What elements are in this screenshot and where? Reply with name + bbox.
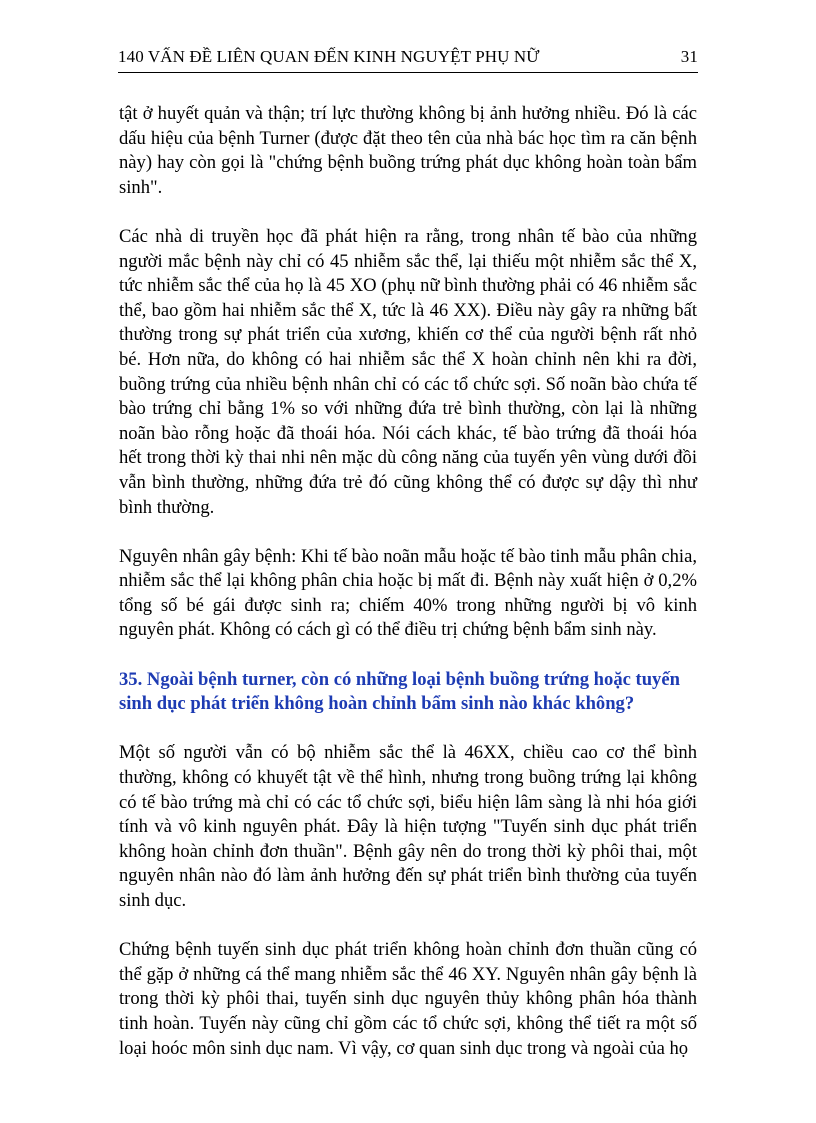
book-title: 140 VẤN ĐỀ LIÊN QUAN ĐẾN KINH NGUYỆT PHỤ NỮ bbox=[118, 47, 540, 66]
paragraph: Chứng bệnh tuyến sinh dục phát triển không hoàn chỉnh đơn thuần cũng có thể gặp ở những cá thể mang nhiễm sắc thể 46 XY. Nguyên nhân gây bệnh là trong thời kỳ phôi thai, tuyến sinh dục nguyên thủy không phân hóa thành tinh hoàn. Tuyến này cũng chỉ gồm các tổ chức sợi, không thể tiết ra một số loại hoóc môn sinh dục nam. Vì vậy, cơ quan sinh dục trong và ngoài của họ bbox=[119, 939, 697, 1059]
page-body bbox=[119, 102, 697, 1061]
paragraph: Một số người vẫn có bộ nhiễm sắc thể là 46XX, chiều cao cơ thể bình thường, không có khuyết tật về thể hình, nhưng trong buồng trứng lại không có tế bào trứng mà chỉ có các tổ chức sợi, biểu hiện lâm sàng là nhi hóa giới tính và vô kinh nguyên phát. Đây là hiện tượng "Tuyến sinh dục phát triển không hoàn chỉnh đơn thuần". Bệnh gây nên do trong thời kỳ phôi thai, một nguyên nhân nào đó làm ảnh hưởng đến sự phát triển bình thường của tuyến sinh dục. bbox=[119, 742, 697, 911]
page-number: 31 bbox=[680, 47, 698, 66]
paragraph: Nguyên nhân gây bệnh: Khi tế bào noãn mẫu hoặc tế bào tinh mẫu phân chia, nhiễm sắc thể lại không phân chia hoặc bị mất đi. Bệnh này xuất hiện ở 0,2% tổng số bé gái được sinh ra; chiếm 40% trong những người bị vô kinh nguyên phát. Không có cách gì có thể điều trị chứng bệnh bẩm sinh này. bbox=[119, 545, 697, 641]
running-header bbox=[118, 46, 698, 73]
paragraph: Các nhà di truyền học đã phát hiện ra rằng, trong nhân tế bào của những người mắc bệnh này chỉ có 45 nhiễm sắc thể, lại thiếu một nhiễm sắc thể X, tức nhiễm sắc thể của họ là 45 XO (phụ nữ bình thường phải có 46 nhiễm sắc thể, bao gồm hai nhiễm sắc thể X, tức là 46 XX). Điều này gây ra những bất thường trong sự phát triển của xương, khiến cơ thể của người bệnh rất nhỏ bé. Hơn nữa, do không có hai nhiễm sắc thể X hoàn chỉnh nên khi ra đời, buồng trứng của nhiều bệnh nhân chỉ có các tổ chức sợi. Số noãn bào chứa tế bào trứng chỉ bằng 1% so với những đứa trẻ bình thường, còn lại là những noãn bào rỗng hoặc đã thoái hóa. Nói cách khác, tế bào trứng đã thoái hóa hết trong thời kỳ thai nhi nên mặc dù công năng của tuyến yên vùng dưới đồi vẫn bình thường, những đứa trẻ đó cũng không thể có được sự dậy thì như bình thường. bbox=[119, 225, 697, 518]
section-heading: 35. Ngoài bệnh turner, còn có những loại bệnh buồng trứng hoặc tuyến sinh dục phát triển không hoàn chỉnh bẩm sinh nào khác không? bbox=[119, 668, 680, 715]
paragraph: tật ở huyết quản và thận; trí lực thường không bị ảnh hưởng nhiều. Đó là các dấu hiệu của bệnh Turner (được đặt theo tên của nhà bác học tìm ra căn bệnh này) hay còn gọi là "chứng bệnh buồng trứng phát dục không hoàn toàn bẩm sinh". bbox=[119, 103, 697, 198]
